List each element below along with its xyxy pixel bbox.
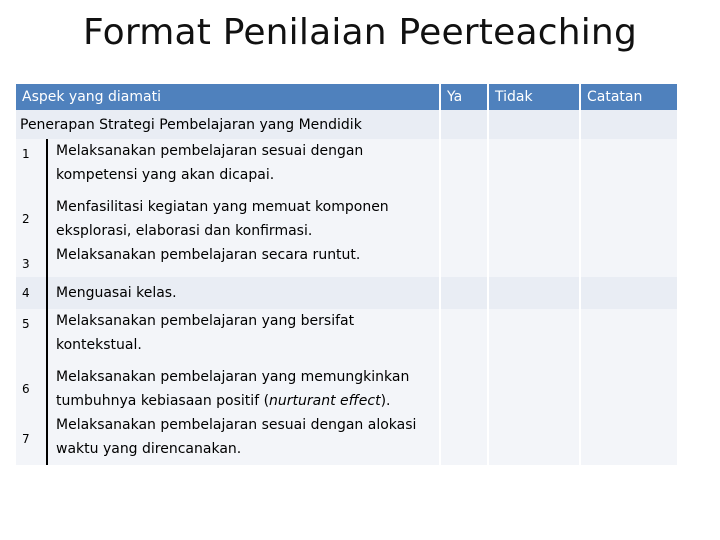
table-row <box>16 139 677 195</box>
table-row <box>16 243 677 277</box>
row-text: Melaksanakan pembelajaran secara runtut. <box>47 243 440 277</box>
cell-tidak[interactable] <box>488 309 580 365</box>
cell-ya[interactable] <box>440 243 488 277</box>
header-row <box>16 84 677 110</box>
cell-ya[interactable] <box>440 365 488 413</box>
header-aspek: Aspek yang diamati <box>16 84 440 110</box>
cell-catatan[interactable] <box>580 365 677 413</box>
table-row <box>16 365 677 413</box>
assessment-table <box>16 84 677 465</box>
cell-catatan[interactable] <box>580 309 677 365</box>
row-text: Melaksanakan pembelajaran yang memungkinkan tumbuhnya kebiasaan positif (nurturant effect). <box>47 365 440 413</box>
table-row <box>16 277 677 309</box>
row-number: 4 <box>16 277 47 309</box>
cell-tidak[interactable] <box>488 243 580 277</box>
header-ya: Ya <box>440 84 488 110</box>
cell-ya[interactable] <box>440 110 488 139</box>
header-tidak: Tidak <box>488 84 580 110</box>
row-text: Melaksanakan pembelajaran sesuai dengan alokasi waktu yang direncanakan. <box>47 413 440 465</box>
table-row <box>16 309 677 365</box>
cell-catatan[interactable] <box>580 277 677 309</box>
row-number: 7 <box>16 413 47 465</box>
row-number: 5 <box>16 309 47 365</box>
row-number: 3 <box>16 243 47 277</box>
page-title: Format Penilaian Peerteaching <box>82 12 637 53</box>
cell-tidak[interactable] <box>488 413 580 465</box>
cell-ya[interactable] <box>440 309 488 365</box>
row-text: Melaksanakan pembelajaran sesuai dengan kompetensi yang akan dicapai. <box>47 139 440 195</box>
cell-tidak[interactable] <box>488 277 580 309</box>
cell-catatan[interactable] <box>580 110 677 139</box>
cell-ya[interactable] <box>440 139 488 195</box>
cell-ya[interactable] <box>440 413 488 465</box>
cell-tidak[interactable] <box>488 110 580 139</box>
cell-ya[interactable] <box>440 277 488 309</box>
cell-catatan[interactable] <box>580 139 677 195</box>
row-text: Melaksanakan pembelajaran yang bersifat kontekstual. <box>47 309 440 365</box>
row-text: Menfasilitasi kegiatan yang memuat komponen eksplorasi, elaborasi dan konfirmasi. <box>47 195 440 243</box>
cell-tidak[interactable] <box>488 195 580 243</box>
cell-catatan[interactable] <box>580 243 677 277</box>
cell-catatan[interactable] <box>580 195 677 243</box>
row-number: 2 <box>16 195 47 243</box>
table-row <box>16 413 677 465</box>
row-number: 1 <box>16 139 47 195</box>
cell-catatan[interactable] <box>580 413 677 465</box>
cell-tidak[interactable] <box>488 139 580 195</box>
section-title: Penerapan Strategi Pembelajaran yang Mendidik <box>16 110 440 139</box>
row-text: Menguasai kelas. <box>47 277 440 309</box>
cell-tidak[interactable] <box>488 365 580 413</box>
table-row <box>16 195 677 243</box>
header-catatan: Catatan <box>580 84 677 110</box>
section-row <box>16 110 677 139</box>
row-number: 6 <box>16 365 47 413</box>
cell-ya[interactable] <box>440 195 488 243</box>
